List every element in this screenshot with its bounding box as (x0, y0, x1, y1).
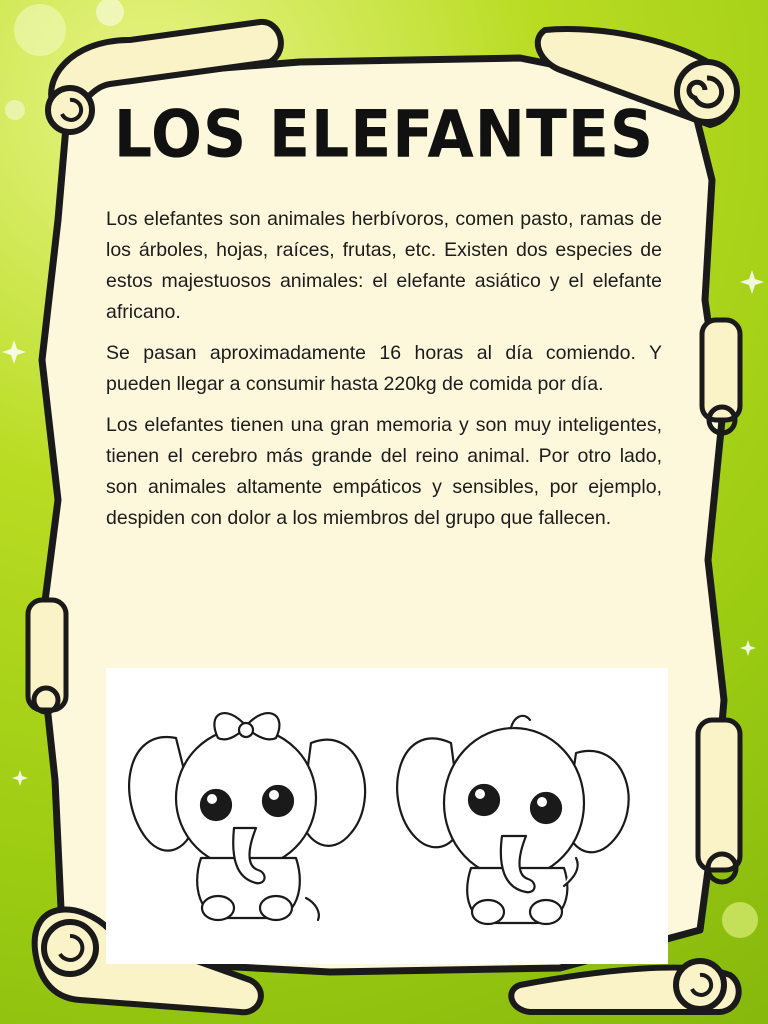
elephant-girl-icon (129, 713, 365, 920)
paragraph-memory: Los elefantes tienen una gran memoria y son muy inteligentes, tienen el cerebro más grande del reino animal. Por otro lado, son animales altamente empáticos y sensibles, por ejemplo, despiden con dolor a los miembros del grupo que fallecen. (106, 414, 662, 529)
elephant-boy-icon (397, 716, 628, 924)
page-title: LOS ELEFANTES (113, 97, 655, 173)
baby-elephants-drawing (106, 668, 668, 964)
paragraph-diet: Los elefantes son animales herbívoros, comen pasto, ramas de los árboles, hojas, raíces, frutas, etc. Existen dos especies de estos majestuosos animales: el elefante asiático y el elefante africano. (106, 208, 662, 323)
article (106, 97, 662, 544)
paragraph-eating-time: Se pasan aproximadamente 16 horas al día comiendo. Y pueden llegar a consumir hasta 220kg de comida por día. (106, 342, 662, 395)
elephants-illustration (106, 668, 668, 964)
